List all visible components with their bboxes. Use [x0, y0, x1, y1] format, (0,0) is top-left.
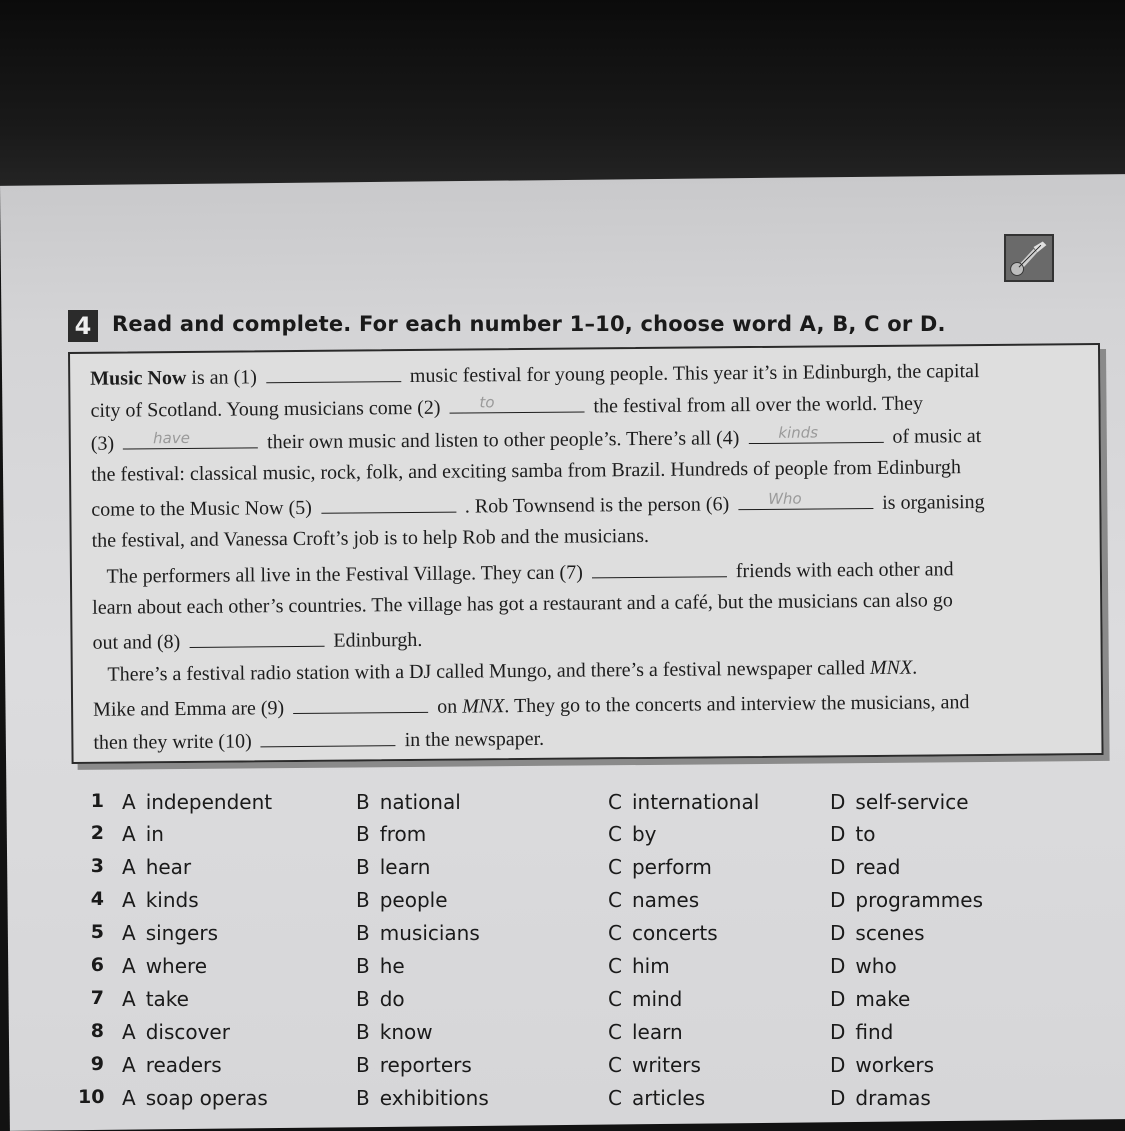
answer-blank[interactable] [748, 424, 883, 444]
option-row [0, 1086, 1125, 1118]
question-number: 4 [90, 888, 104, 910]
option-letter: A [122, 987, 136, 1011]
reading-passage [68, 343, 1104, 764]
option-word: hear [145, 855, 192, 879]
option-letter: C [608, 888, 622, 912]
option-letter: B [356, 888, 370, 912]
option-row [0, 987, 1125, 1019]
option-word: make [855, 987, 911, 1011]
option-b[interactable] [356, 1086, 489, 1110]
option-row [0, 888, 1125, 920]
option-a[interactable] [122, 1086, 268, 1110]
passage-text: their own music and listen to other people’s. There’s all (4) [262, 427, 745, 454]
option-word: independent [145, 790, 273, 814]
passage-line [92, 525, 650, 553]
passage-text: MNX [462, 695, 505, 718]
option-d[interactable] [830, 987, 910, 1011]
option-word: soap operas [145, 1086, 268, 1110]
option-word: perform [631, 855, 712, 879]
answer-blank[interactable] [449, 393, 584, 413]
option-word: articles [631, 1086, 706, 1110]
option-word: in [145, 822, 164, 846]
option-row [0, 1053, 1125, 1085]
passage-line [92, 556, 954, 589]
option-a[interactable] [122, 822, 164, 846]
option-a[interactable] [122, 855, 191, 879]
passage-text: city of Scotland. Young musicians come (2) [90, 396, 446, 422]
option-a[interactable] [122, 1053, 222, 1077]
option-letter: D [830, 987, 846, 1011]
option-letter: C [608, 954, 622, 978]
pencil-answer: to [479, 393, 495, 412]
option-word: concerts [631, 921, 718, 945]
option-d[interactable] [830, 1086, 931, 1110]
option-letter: D [830, 954, 846, 978]
passage-text: is an (1) [186, 366, 262, 389]
option-letter: B [356, 822, 370, 846]
pencil-answer: have [153, 428, 190, 448]
passage-line [93, 657, 918, 687]
option-letter: C [608, 921, 622, 945]
option-word: programmes [855, 888, 983, 912]
option-a[interactable] [122, 1020, 230, 1044]
option-letter: D [830, 1020, 846, 1044]
option-letter: A [122, 1086, 136, 1110]
exercise-header [68, 308, 968, 348]
option-b[interactable] [356, 1020, 433, 1044]
option-row [0, 790, 1125, 822]
option-word: by [631, 822, 657, 846]
option-d[interactable] [830, 790, 969, 814]
passage-text: the festival: classical music, rock, folk, and exciting samba from Brazil. Hundreds of people from Edinburgh [90, 456, 962, 486]
option-row [0, 822, 1125, 854]
exercise-number: 4 [68, 310, 98, 342]
option-word: musicians [379, 921, 480, 945]
pencil-answer: Who [768, 489, 802, 508]
answer-blank[interactable] [266, 363, 401, 383]
option-word: exhibitions [379, 1086, 489, 1110]
option-word: dramas [855, 1086, 931, 1110]
passage-text: is organising [877, 491, 985, 514]
option-letter: B [356, 954, 370, 978]
passage-text: on [432, 695, 463, 718]
option-word: take [145, 987, 189, 1011]
option-letter: A [122, 855, 136, 879]
option-c[interactable] [608, 1020, 683, 1044]
answer-options [0, 780, 1125, 1125]
answer-blank[interactable] [189, 628, 324, 648]
option-c[interactable] [608, 1053, 701, 1077]
option-word: readers [145, 1053, 222, 1077]
option-word: names [631, 888, 700, 912]
option-b[interactable] [356, 954, 405, 978]
option-c[interactable] [608, 790, 759, 814]
option-letter: A [122, 1053, 136, 1077]
option-letter: C [608, 822, 622, 846]
option-letter: D [830, 790, 846, 814]
option-a[interactable] [122, 987, 189, 1011]
option-word: self-service [855, 790, 969, 814]
option-letter: C [608, 790, 622, 814]
option-a[interactable] [122, 921, 218, 945]
option-word: him [631, 954, 670, 978]
option-word: to [855, 822, 876, 846]
question-number: 7 [90, 987, 104, 1009]
passage-line [92, 589, 953, 620]
passage-text: learn about each other’s countries. The village has got a restaurant and a café, but the musicians can also go [92, 589, 953, 619]
option-word: who [855, 954, 897, 978]
passage-line [91, 456, 961, 487]
option-d[interactable] [830, 888, 983, 912]
option-word: learn [631, 1020, 683, 1044]
option-letter: A [122, 954, 136, 978]
pencil-answer: kinds [778, 423, 819, 442]
option-letter: B [356, 1053, 370, 1077]
option-row [0, 954, 1125, 986]
option-d[interactable] [830, 921, 925, 945]
passage-text: music festival for young people. This year it’s in Edinburgh, the capital [404, 360, 980, 388]
option-b[interactable] [356, 1053, 472, 1077]
option-c[interactable] [608, 855, 712, 879]
passage-text: in the newspaper. [399, 727, 545, 752]
option-word: international [631, 790, 760, 814]
passage-text: There’s a festival radio station with a DJ called Mungo, and there’s a festival newspaper called [92, 657, 871, 686]
option-word: he [379, 954, 405, 978]
question-number: 3 [90, 855, 104, 877]
passage-line [90, 391, 923, 423]
option-word: learn [379, 855, 431, 879]
option-letter: D [830, 822, 846, 846]
option-letter: D [830, 1086, 846, 1110]
passage-line [90, 358, 980, 391]
option-word: mind [631, 987, 683, 1011]
option-letter: A [122, 822, 136, 846]
question-number: 9 [90, 1053, 104, 1075]
passage-text: of music at [887, 425, 982, 448]
option-word: kinds [145, 888, 199, 912]
exercise-instruction: Read and complete. For each number 1–10, choose word A, B, C or D. [112, 312, 946, 336]
passage-text: Edinburgh. [328, 628, 423, 652]
option-c[interactable] [608, 954, 670, 978]
option-letter: D [830, 1053, 846, 1077]
option-word: people [379, 888, 448, 912]
option-letter: B [356, 921, 370, 945]
option-word: reporters [379, 1053, 472, 1077]
passage-text: come to the Music Now (5) [91, 496, 317, 521]
passage-text: friends with each other and [730, 558, 954, 583]
option-word: discover [145, 1020, 230, 1044]
option-c[interactable] [608, 1086, 705, 1110]
question-number: 8 [90, 1020, 104, 1042]
option-b[interactable] [356, 921, 480, 945]
question-number: 5 [90, 921, 104, 943]
passage-text: . Rob Townsend is the person (6) [459, 493, 735, 518]
question-number: 10 [78, 1086, 105, 1108]
option-b[interactable] [356, 888, 448, 912]
option-letter: A [122, 790, 136, 814]
question-number: 1 [90, 790, 104, 812]
answer-blank[interactable] [321, 494, 456, 514]
option-d[interactable] [830, 1020, 893, 1044]
option-row [0, 855, 1125, 887]
option-a[interactable] [122, 790, 272, 814]
option-word: find [855, 1020, 894, 1044]
passage-line [93, 726, 544, 755]
option-letter: C [608, 987, 622, 1011]
option-a[interactable] [122, 954, 207, 978]
option-word: know [379, 1020, 433, 1044]
option-word: writers [631, 1053, 701, 1077]
option-d[interactable] [830, 1053, 934, 1077]
option-letter: C [608, 1086, 622, 1110]
option-row [0, 1020, 1125, 1052]
passage-text: then they write (10) [93, 730, 257, 754]
answer-blank[interactable] [123, 429, 258, 449]
passage-text: the festival from all over the world. They [588, 392, 924, 418]
answer-blank[interactable] [261, 727, 396, 747]
passage-text: Music Now [90, 366, 187, 390]
option-row [0, 921, 1125, 953]
option-c[interactable] [608, 921, 718, 945]
question-number: 6 [90, 954, 104, 976]
answer-blank[interactable] [592, 558, 727, 578]
option-letter: B [356, 1086, 370, 1110]
option-word: scenes [855, 921, 925, 945]
option-letter: C [608, 1053, 622, 1077]
passage-text: . [912, 656, 918, 679]
answer-blank[interactable] [738, 490, 873, 510]
passage-text: out and (8) [92, 630, 186, 654]
option-word: where [145, 954, 208, 978]
option-word: national [379, 790, 461, 814]
option-letter: A [122, 921, 136, 945]
answer-blank[interactable] [293, 694, 428, 714]
option-b[interactable] [356, 822, 426, 846]
option-letter: A [122, 888, 136, 912]
option-letter: B [356, 987, 370, 1011]
option-letter: D [830, 855, 846, 879]
question-number: 2 [90, 822, 104, 844]
option-letter: B [356, 790, 370, 814]
option-word: from [379, 822, 427, 846]
passage-text: . They go to the concerts and interview the musicians, and [504, 691, 970, 718]
option-letter: C [608, 855, 622, 879]
passage-text: the festival, and Vanessa Croft’s job is to help Rob and the musicians. [91, 524, 650, 552]
option-c[interactable] [608, 888, 699, 912]
passage-text: Mike and Emma are (9) [93, 697, 290, 721]
option-letter: B [356, 855, 370, 879]
option-word: read [855, 855, 901, 879]
option-a[interactable] [122, 888, 199, 912]
passage-text: (3) [90, 432, 120, 455]
option-word: workers [855, 1053, 935, 1077]
option-letter: D [830, 888, 846, 912]
guitar-icon [1004, 234, 1054, 282]
option-b[interactable] [356, 855, 430, 879]
option-c[interactable] [608, 822, 657, 846]
passage-line [92, 627, 422, 655]
option-d[interactable] [830, 822, 875, 846]
passage-line [93, 689, 970, 722]
option-letter: C [608, 1020, 622, 1044]
option-d[interactable] [830, 855, 900, 879]
option-word: do [379, 987, 405, 1011]
option-letter: A [122, 1020, 136, 1044]
passage-text: The performers all live in the Festival Village. They can (7) [91, 561, 588, 588]
passage-text: MNX [869, 656, 913, 680]
passage-line [91, 489, 984, 522]
option-b[interactable] [356, 987, 405, 1011]
option-word: singers [145, 921, 218, 945]
passage-line [91, 423, 982, 456]
option-letter: B [356, 1020, 370, 1044]
option-letter: D [830, 921, 846, 945]
option-c[interactable] [608, 987, 682, 1011]
option-d[interactable] [830, 954, 897, 978]
option-b[interactable] [356, 790, 461, 814]
